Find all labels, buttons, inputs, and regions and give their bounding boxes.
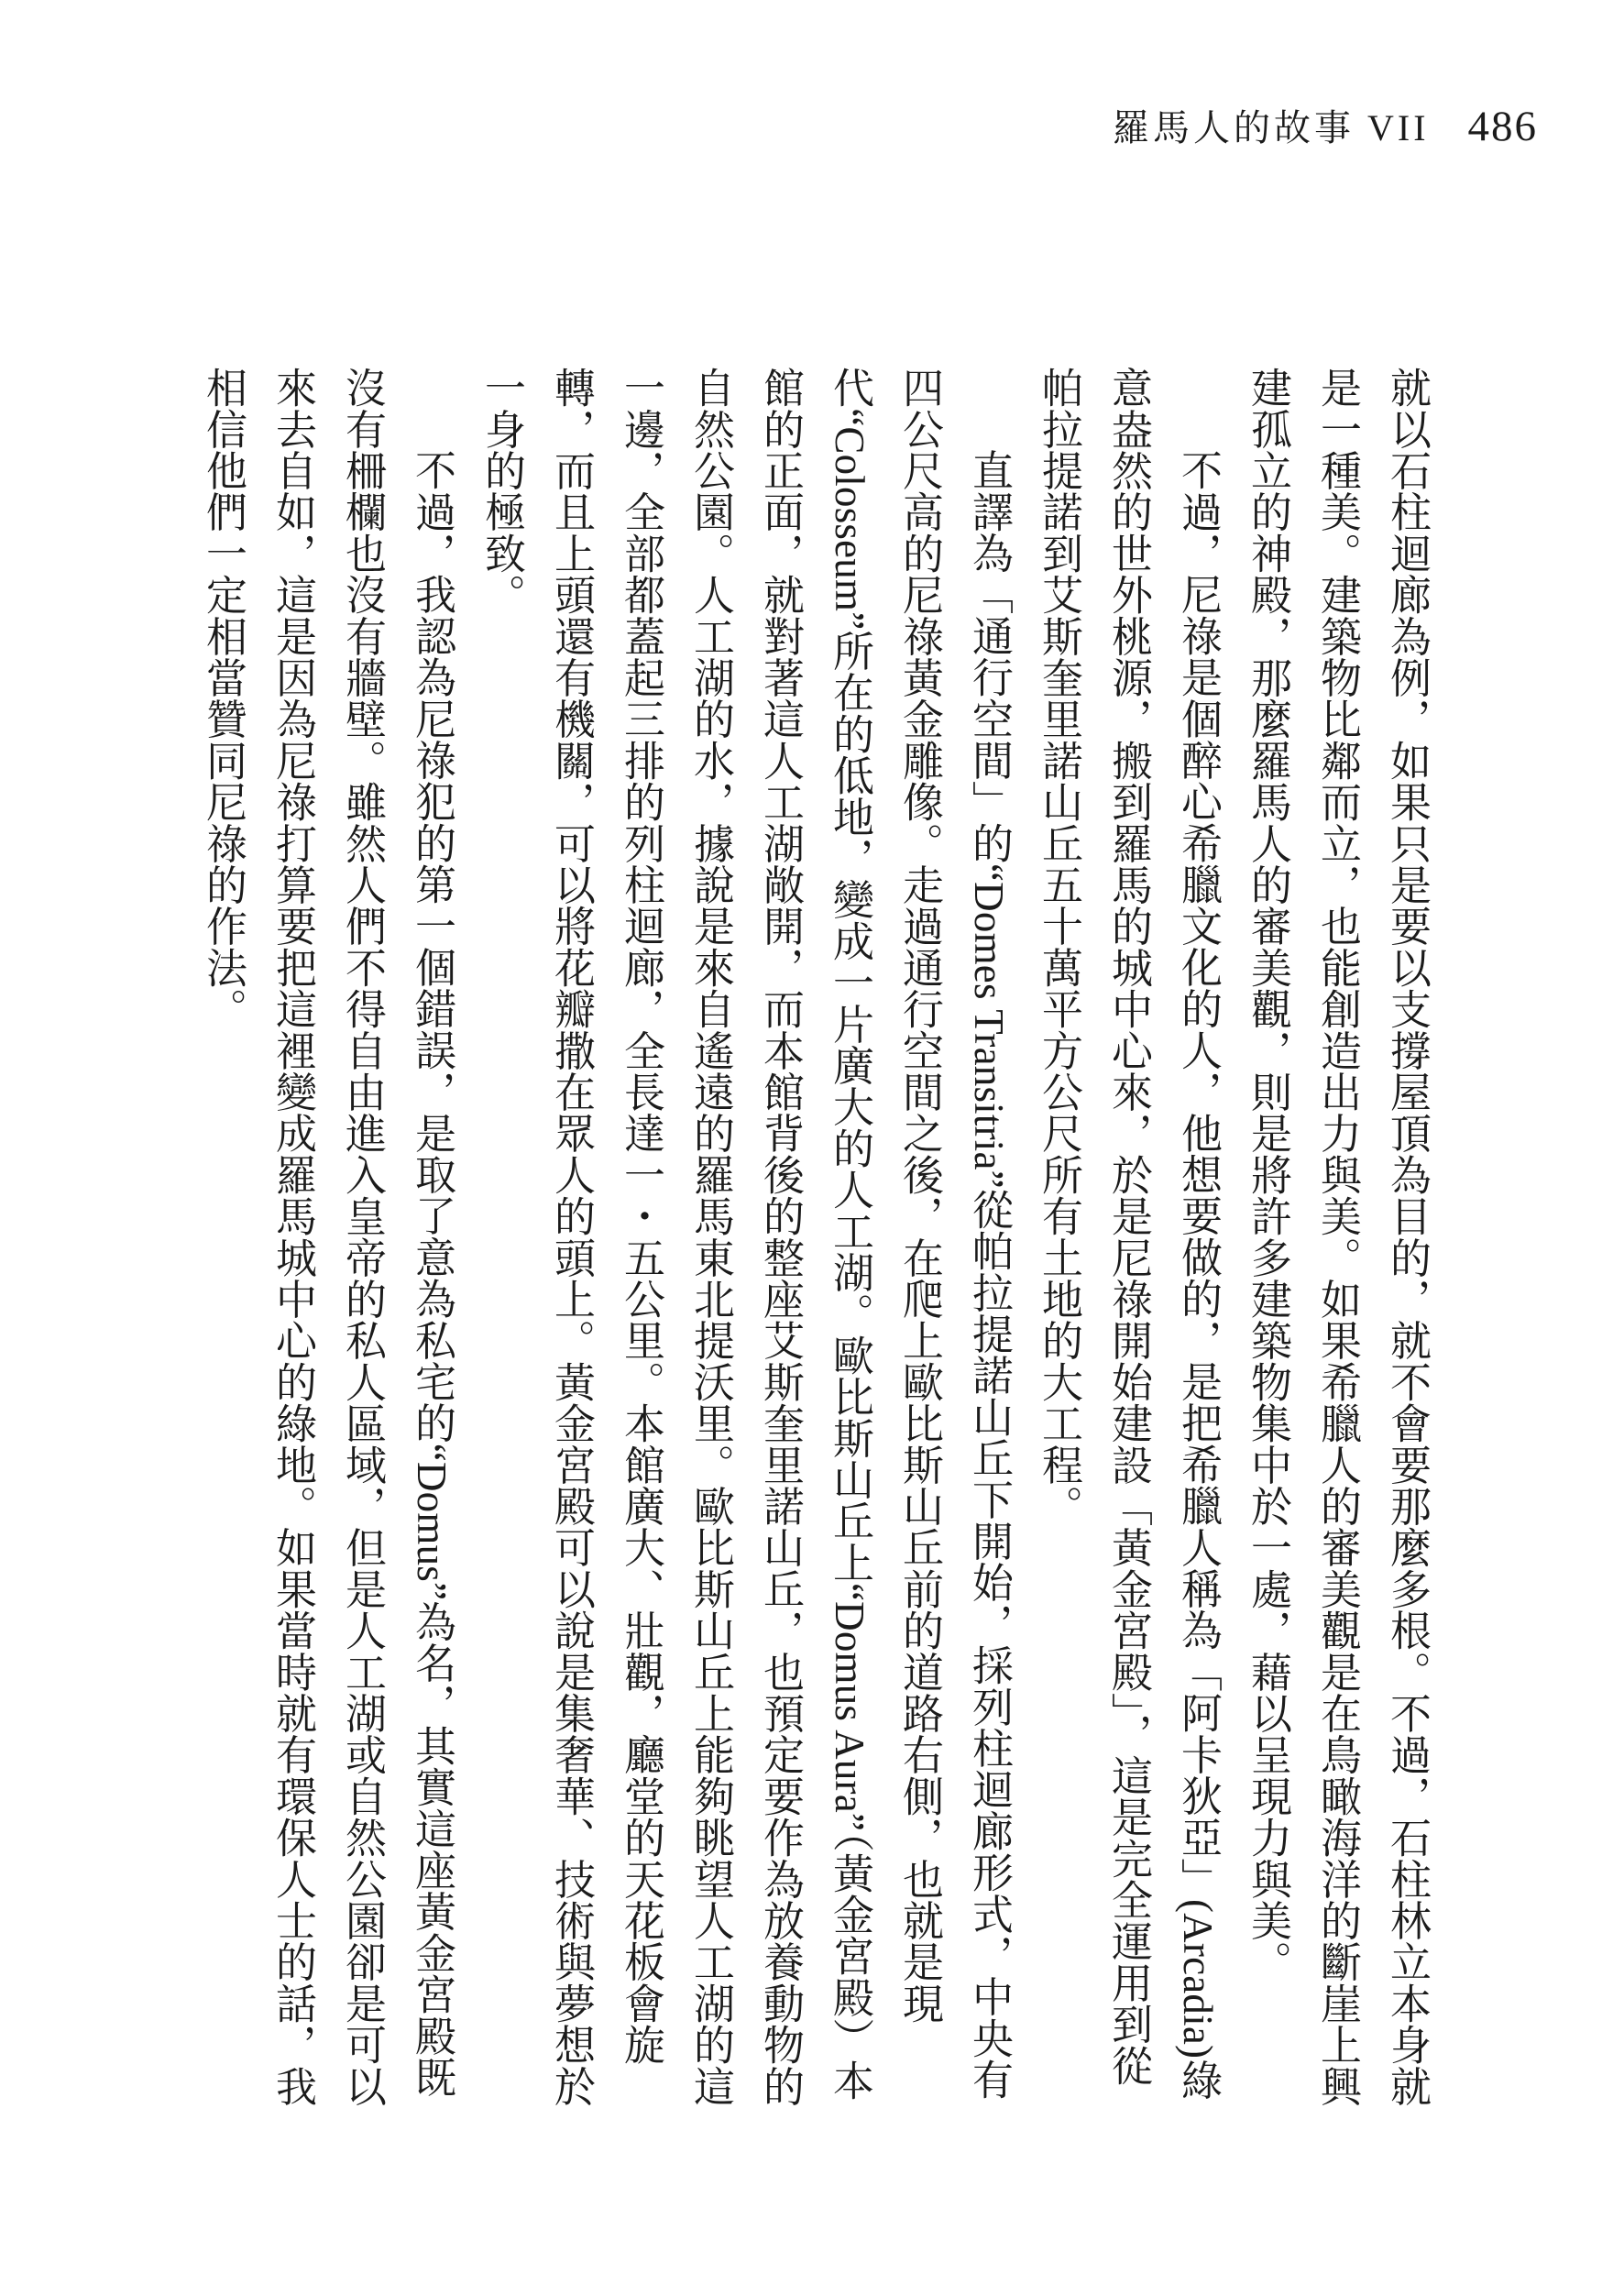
paragraph-3: 直譯為「通行空間」的“Domes Transitria”從帕拉提諾山丘下開始，採列柱迴廊形式，中央有四公尺高的尼祿黃金雕像。走過通行空間之後，在爬上歐比斯山丘前的道路右側，也就是現代“Colosseum”所在的低地，變成一片廣大的人工湖。歐比斯山丘上“Domus Aura”（黃金宮殿）本館的正面，就對著這人工湖敞開，而本館背後的整座艾斯奎里諾山丘，也預定要作為放養動物的自然公園。人工湖的水，據說是來自遙遠的羅馬東北提沃里。歐比斯山丘上能夠眺望人工湖的這一邊，全部都蓋起三排的列柱迴廊，全長達一・五公里。本館廣大、壯觀，廳堂的天花板會旋轉，而且上頭還有機關，可以將花瓣撒在眾人的頭上。黃金宮殿可以說是集奢華、技術與夢想於一身的極致。 bbox=[478, 367, 1012, 2107]
page-number: 486 bbox=[1467, 103, 1539, 150]
running-head bbox=[1113, 99, 1538, 151]
paragraph-4: 不過，我認為尼祿犯的第一個錯誤，是取了意為私宅的“Domus”為名，其實這座黃金宮殿既沒有柵欄也沒有牆壁。雖然人們不得自由進入皇帝的私人區域，但是人工湖或自然公園卻是可以來去自如，這是因為尼祿打算要把這裡變成羅馬城中心的綠地。如果當時就有環保人士的話，我相信他們一定相當贊同尼祿的作法。 bbox=[200, 367, 455, 2107]
body-text bbox=[188, 367, 1442, 2108]
book-title: 羅馬人的故事 VII bbox=[1113, 107, 1430, 148]
paragraph-2: 不過，尼祿是個醉心希臘文化的人，他想要做的，是把希臘人稱為「阿卡狄亞」(Arcadia)綠意盎然的世外桃源，搬到羅馬的城中心來，於是尼祿開始建設「黃金宮殿」，這是完全運用到從帕拉提諾到艾斯奎里諾山丘五十萬平方公尺所有土地的大工程。 bbox=[1036, 367, 1221, 2101]
paragraph-1: 就以石柱迴廊為例，如果只是要以支撐屋頂為目的，就不會要那麼多根。不過，石柱林立本身就是一種美。建築物比鄰而立，也能創造出力與美。如果希臘人的審美觀是在鳥瞰海洋的斷崖上興建孤立的神殿，那麼羅馬人的審美觀，則是將許多建築物集中於一處，藉以呈現力與美。 bbox=[1245, 367, 1430, 2107]
